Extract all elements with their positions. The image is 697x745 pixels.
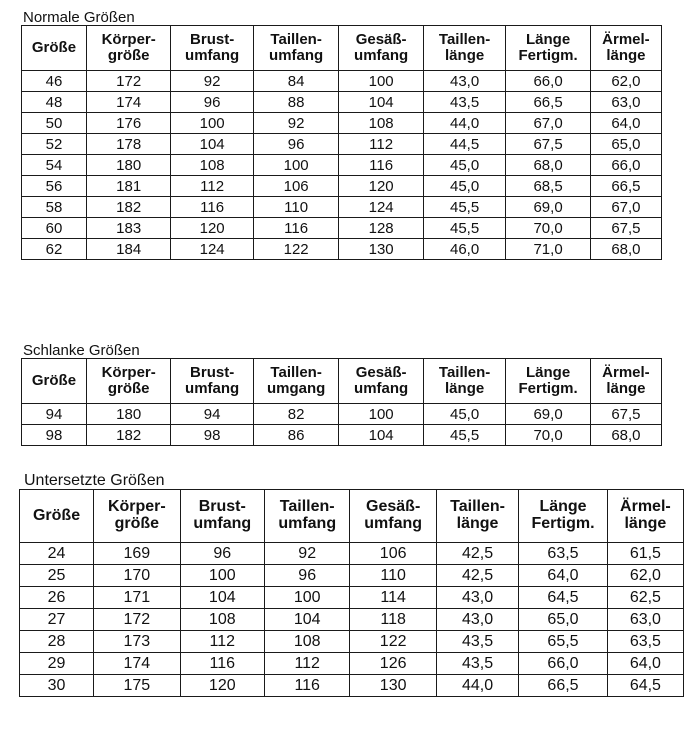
- table-cell: 175: [94, 675, 180, 697]
- table-cell: 100: [264, 587, 349, 609]
- table-cell: 64,0: [519, 565, 608, 587]
- table-cell: 45,5: [423, 218, 505, 239]
- column-header: [506, 26, 591, 71]
- column-header-line: größe: [107, 47, 150, 64]
- table-cell: 180: [86, 155, 171, 176]
- column-header: [20, 490, 94, 543]
- table-cell: 108: [264, 631, 349, 653]
- table-cell: 60: [22, 218, 87, 239]
- column-header-line: größe: [107, 380, 150, 397]
- table-cell: 169: [94, 543, 180, 565]
- column-header-line: umfang: [185, 47, 240, 64]
- table-cell: 61,5: [607, 543, 683, 565]
- column-header-line: Ärmel-: [620, 498, 671, 516]
- header-row: [20, 490, 684, 543]
- table-cell: 48: [22, 92, 87, 113]
- column-header-line: Brust-: [190, 364, 235, 382]
- header-row: [22, 359, 662, 404]
- table-cell: 116: [171, 197, 253, 218]
- table-cell: 174: [86, 92, 171, 113]
- column-header: [339, 26, 424, 71]
- table-cell: 64,0: [590, 113, 661, 134]
- table-row: [20, 675, 684, 697]
- table-cell: 64,0: [607, 653, 683, 675]
- table-row: [20, 543, 684, 565]
- column-header-line: Länge: [525, 364, 571, 382]
- table-cell: 120: [171, 218, 253, 239]
- table-cell: 180: [86, 404, 171, 425]
- table-cell: 112: [264, 653, 349, 675]
- table-cell: 86: [253, 425, 339, 446]
- column-header-line: Gesäß-: [355, 31, 407, 49]
- table-cell: 43,0: [436, 609, 518, 631]
- table-cell: 98: [22, 425, 87, 446]
- table-cell: 65,0: [590, 134, 661, 155]
- table-cell: 70,0: [506, 425, 591, 446]
- column-header: [94, 490, 180, 543]
- column-header: [590, 359, 661, 404]
- table-cell: 67,5: [506, 134, 591, 155]
- table-cell: 44,0: [436, 675, 518, 697]
- table-cell: 130: [339, 239, 424, 260]
- table-cell: 100: [253, 155, 339, 176]
- table-cell: 182: [86, 197, 171, 218]
- table-cell: 124: [171, 239, 253, 260]
- table-cell: 96: [253, 134, 339, 155]
- column-header-line: Größe: [31, 39, 77, 57]
- column-header-line: Taillen-: [438, 31, 491, 49]
- table-cell: 173: [94, 631, 180, 653]
- table-cell: 28: [20, 631, 94, 653]
- column-header-line: Ärmel-: [602, 31, 650, 49]
- table-cell: 68,0: [590, 239, 661, 260]
- table-cell: 46: [22, 71, 87, 92]
- table-cell: 82: [253, 404, 339, 425]
- table-cell: 88: [253, 92, 339, 113]
- column-header-line: Brust-: [198, 498, 246, 516]
- column-header-line: umfang: [364, 515, 423, 532]
- table-cell: 120: [180, 675, 264, 697]
- table-cell: 120: [339, 176, 424, 197]
- column-header-line: umfang: [185, 380, 240, 397]
- column-header: [339, 359, 424, 404]
- column-header-line: Fertigm.: [531, 515, 595, 532]
- column-header: [180, 490, 264, 543]
- table-cell: 43,5: [436, 653, 518, 675]
- table-cell: 104: [180, 587, 264, 609]
- table-cell: 181: [86, 176, 171, 197]
- column-header-line: länge: [456, 515, 499, 532]
- table-cell: 62,5: [607, 587, 683, 609]
- size-table-stocky: [19, 489, 684, 697]
- table-cell: 130: [350, 675, 436, 697]
- column-header-line: länge: [624, 515, 667, 532]
- table-cell: 62,0: [590, 71, 661, 92]
- column-header-line: Fertigm.: [518, 380, 578, 397]
- column-header: [607, 490, 683, 543]
- column-header-line: länge: [445, 47, 485, 64]
- column-header: [171, 359, 253, 404]
- table-cell: 45,5: [423, 425, 505, 446]
- column-header-line: Körper-: [101, 31, 156, 49]
- table-cell: 106: [350, 543, 436, 565]
- table-cell: 63,0: [590, 92, 661, 113]
- column-header-line: länge: [445, 380, 485, 397]
- column-header-line: Taillen-: [450, 498, 505, 516]
- table-cell: 126: [350, 653, 436, 675]
- table-cell: 26: [20, 587, 94, 609]
- table-row: [20, 587, 684, 609]
- column-header-line: Körper-: [101, 364, 156, 382]
- column-header-line: Körper-: [107, 498, 166, 516]
- header-row: [22, 26, 662, 71]
- table-cell: 171: [94, 587, 180, 609]
- column-header: [423, 359, 505, 404]
- column-header: [436, 490, 518, 543]
- table-cell: 96: [264, 565, 349, 587]
- column-header: [22, 359, 87, 404]
- table-cell: 116: [253, 218, 339, 239]
- column-header-line: Länge: [525, 31, 571, 49]
- table-cell: 172: [86, 71, 171, 92]
- column-header: [519, 490, 608, 543]
- table-cell: 44,5: [423, 134, 505, 155]
- column-header-line: Taillen-: [270, 364, 322, 382]
- column-header: [86, 26, 171, 71]
- column-header-line: Fertigm.: [518, 47, 578, 64]
- column-header: [264, 490, 349, 543]
- table-row: [22, 218, 662, 239]
- column-header-line: länge: [606, 47, 646, 64]
- table-cell: 178: [86, 134, 171, 155]
- column-header: [423, 26, 505, 71]
- table-cell: 43,5: [423, 92, 505, 113]
- column-header-line: umfang: [269, 47, 324, 64]
- column-header: [253, 26, 339, 71]
- table-cell: 68,5: [506, 176, 591, 197]
- table-cell: 108: [171, 155, 253, 176]
- table-cell: 104: [171, 134, 253, 155]
- table-cell: 64,5: [519, 587, 608, 609]
- table-cell: 174: [94, 653, 180, 675]
- column-header: [590, 26, 661, 71]
- table-cell: 96: [180, 543, 264, 565]
- table-cell: 66,5: [519, 675, 608, 697]
- table-cell: 100: [339, 71, 424, 92]
- table-cell: 104: [264, 609, 349, 631]
- table-row: [22, 155, 662, 176]
- table-cell: 70,0: [506, 218, 591, 239]
- table-caption-stocky: Untersetzte Größen: [24, 472, 165, 489]
- table-row: [20, 609, 684, 631]
- table-cell: 43,0: [423, 71, 505, 92]
- table-cell: 116: [264, 675, 349, 697]
- table-cell: 122: [350, 631, 436, 653]
- table-cell: 184: [86, 239, 171, 260]
- table-cell: 172: [94, 609, 180, 631]
- table-cell: 176: [86, 113, 171, 134]
- table-cell: 52: [22, 134, 87, 155]
- table-row: [20, 653, 684, 675]
- column-header-line: Gesäß-: [355, 364, 407, 382]
- size-table-normal: [21, 25, 662, 260]
- table-cell: 45,0: [423, 176, 505, 197]
- table-cell: 116: [180, 653, 264, 675]
- table-cell: 94: [22, 404, 87, 425]
- column-header-line: Brust-: [190, 31, 235, 49]
- column-header: [86, 359, 171, 404]
- table-cell: 44,0: [423, 113, 505, 134]
- table-row: [22, 176, 662, 197]
- table-cell: 46,0: [423, 239, 505, 260]
- column-header-line: größe: [114, 515, 160, 532]
- table-row: [22, 71, 662, 92]
- column-header: [171, 26, 253, 71]
- table-cell: 43,0: [436, 587, 518, 609]
- table-cell: 67,5: [590, 218, 661, 239]
- table-cell: 30: [20, 675, 94, 697]
- column-header-line: umfang: [278, 515, 337, 532]
- table-cell: 45,0: [423, 155, 505, 176]
- table-cell: 65,0: [519, 609, 608, 631]
- table-cell: 94: [171, 404, 253, 425]
- table-cell: 29: [20, 653, 94, 675]
- table-cell: 100: [180, 565, 264, 587]
- table-cell: 110: [253, 197, 339, 218]
- table-row: [22, 134, 662, 155]
- table-cell: 112: [339, 134, 424, 155]
- table-cell: 45,5: [423, 197, 505, 218]
- table-row: [22, 197, 662, 218]
- table-cell: 106: [253, 176, 339, 197]
- table-cell: 43,5: [436, 631, 518, 653]
- table-cell: 118: [350, 609, 436, 631]
- column-header-line: umfang: [354, 47, 409, 64]
- table-cell: 112: [171, 176, 253, 197]
- table-cell: 69,0: [506, 404, 591, 425]
- table-cell: 128: [339, 218, 424, 239]
- table-row: [22, 404, 662, 425]
- table-row: [22, 239, 662, 260]
- column-header: [506, 359, 591, 404]
- table-cell: 66,5: [506, 92, 591, 113]
- column-header: [22, 26, 87, 71]
- column-header-line: länge: [606, 380, 646, 397]
- table-cell: 170: [94, 565, 180, 587]
- table-cell: 67,0: [590, 197, 661, 218]
- table-cell: 63,0: [607, 609, 683, 631]
- table-cell: 114: [350, 587, 436, 609]
- column-header: [350, 490, 436, 543]
- table-cell: 108: [339, 113, 424, 134]
- table-cell: 124: [339, 197, 424, 218]
- column-header-line: Gesäß-: [366, 498, 421, 516]
- column-header-line: umfang: [193, 515, 252, 532]
- column-header-line: Länge: [539, 498, 587, 516]
- table-row: [22, 113, 662, 134]
- column-header-line: umgang: [266, 380, 326, 397]
- table-cell: 45,0: [423, 404, 505, 425]
- table-cell: 108: [180, 609, 264, 631]
- table-caption-slim: Schlanke Größen: [23, 342, 140, 359]
- table-cell: 92: [171, 71, 253, 92]
- table-cell: 104: [339, 92, 424, 113]
- table-row: [20, 631, 684, 653]
- column-header: [253, 359, 339, 404]
- table-cell: 68,0: [590, 425, 661, 446]
- table-cell: 71,0: [506, 239, 591, 260]
- column-header-line: Taillen-: [438, 364, 491, 382]
- column-header-line: Ärmel-: [602, 364, 650, 382]
- table-cell: 100: [171, 113, 253, 134]
- table-cell: 66,0: [519, 653, 608, 675]
- table-cell: 58: [22, 197, 87, 218]
- table-cell: 183: [86, 218, 171, 239]
- table-cell: 100: [339, 404, 424, 425]
- table-cell: 92: [253, 113, 339, 134]
- table-cell: 67,5: [590, 404, 661, 425]
- table-cell: 56: [22, 176, 87, 197]
- table-row: [22, 92, 662, 113]
- table-cell: 63,5: [607, 631, 683, 653]
- column-header-line: Größe: [31, 372, 77, 390]
- table-cell: 122: [253, 239, 339, 260]
- table-cell: 104: [339, 425, 424, 446]
- table-cell: 182: [86, 425, 171, 446]
- table-cell: 27: [20, 609, 94, 631]
- table-cell: 62,0: [607, 565, 683, 587]
- table-cell: 67,0: [506, 113, 591, 134]
- table-cell: 84: [253, 71, 339, 92]
- table-cell: 50: [22, 113, 87, 134]
- column-header-line: Taillen-: [270, 31, 322, 49]
- table-cell: 54: [22, 155, 87, 176]
- table-cell: 65,5: [519, 631, 608, 653]
- table-row: [20, 565, 684, 587]
- table-cell: 42,5: [436, 543, 518, 565]
- size-table-slim: [21, 358, 662, 446]
- table-cell: 116: [339, 155, 424, 176]
- table-cell: 66,5: [590, 176, 661, 197]
- table-cell: 62: [22, 239, 87, 260]
- table-cell: 96: [171, 92, 253, 113]
- table-cell: 98: [171, 425, 253, 446]
- table-cell: 24: [20, 543, 94, 565]
- table-cell: 69,0: [506, 197, 591, 218]
- column-header-line: Taillen-: [279, 498, 335, 516]
- column-header-line: Größe: [32, 506, 81, 524]
- table-cell: 25: [20, 565, 94, 587]
- table-cell: 63,5: [519, 543, 608, 565]
- table-row: [22, 425, 662, 446]
- table-cell: 42,5: [436, 565, 518, 587]
- table-cell: 66,0: [506, 71, 591, 92]
- table-cell: 64,5: [607, 675, 683, 697]
- table-cell: 68,0: [506, 155, 591, 176]
- table-caption-normal: Normale Größen: [23, 9, 135, 26]
- table-cell: 66,0: [590, 155, 661, 176]
- table-cell: 112: [180, 631, 264, 653]
- column-header-line: umfang: [354, 380, 409, 397]
- table-cell: 92: [264, 543, 349, 565]
- table-cell: 110: [350, 565, 436, 587]
